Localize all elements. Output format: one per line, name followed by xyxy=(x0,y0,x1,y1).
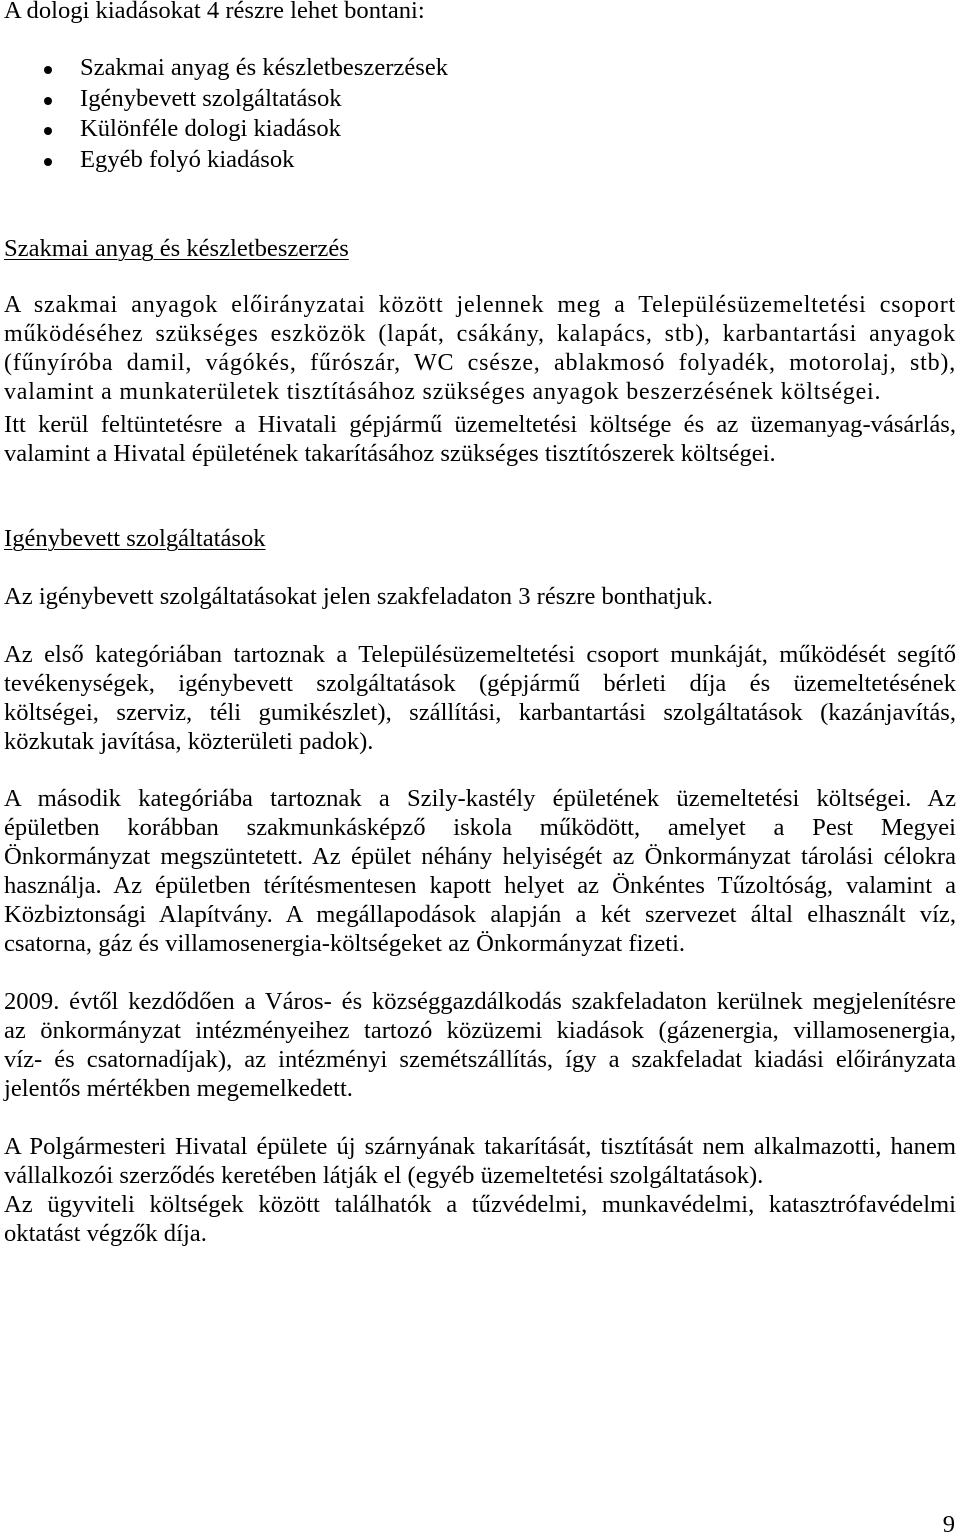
section-heading xyxy=(4,524,956,553)
bullet-item xyxy=(0,114,960,145)
paragraph-line: az önkormányzat intézményeihez tartozó közüzemi kiadások (gázenergia, villamosenergia, xyxy=(4,1017,956,1044)
paragraph xyxy=(4,784,956,958)
paragraph-line: Közbiztonsági Alapítvány. A megállapodások alapján a két szervezet által elhasznált víz, xyxy=(4,901,956,928)
paragraph-line: (fűnyíróba damil, vágókés, fűrószár, WC csésze, ablakmosó folyadék, motorolaj, stb), xyxy=(4,350,956,376)
bullet-list xyxy=(0,53,960,176)
paragraph-line: oktatást végzők díja. xyxy=(4,1220,207,1247)
paragraph-line: A Polgármesteri Hivatal épülete új szárnyának takarítását, tisztítását nem alkalmazotti, hanem xyxy=(4,1133,956,1160)
paragraph-line: Az első kategóriában tartoznak a Településüzemeltetési csoport munkáját, működését segítő xyxy=(4,641,956,668)
paragraph-line: víz- és csatornadíjak), az intézményi szemétszállítás, így a szakfeladat kiadási előirányzata xyxy=(4,1046,956,1073)
paragraph-line: Az ügyviteli költségek között találhatók a tűzvédelmi, munkavédelmi, katasztrófavédelmi xyxy=(4,1191,956,1218)
paragraph-line: tevékenységek, igénybevett szolgáltatások (gépjármű bérleti díja és üzemeltetésének xyxy=(4,670,956,697)
bullet-item xyxy=(0,145,960,176)
paragraph-line: közkutak javítása, közterületi padok). xyxy=(4,728,374,755)
paragraph-line: használja. Az épületben térítésmentesen kapott helyet az Önkéntes Tűzoltóság, valamint a xyxy=(4,872,956,899)
bullet-item-label: Különféle dologi kiadások xyxy=(80,115,341,143)
paragraph xyxy=(4,291,956,407)
bullet-dot-icon xyxy=(44,97,52,105)
bullet-dot-icon xyxy=(44,66,52,74)
paragraph xyxy=(4,640,956,756)
section-heading-text: Igénybevett szolgáltatások xyxy=(4,525,266,552)
paragraph-line: működéséhez szükséges eszközök (lapát, csákány, kalapács, stb), karbantartási anyagok xyxy=(4,321,956,347)
paragraph-line: költségei, szerviz, téli gumikészlet), szállítási, karbantartási szolgáltatások (kazánjavítás, xyxy=(4,699,956,726)
paragraph xyxy=(4,1190,956,1248)
bullet-item-label: Szakmai anyag és készletbeszerzések xyxy=(80,54,449,81)
paragraph-line: Önkormányzat megszüntetett. Az épület néhány helyiségét az Önkormányzat tárolási célokra xyxy=(4,843,956,870)
bullet-item-label: Egyéb folyó kiadások xyxy=(80,146,295,174)
paragraph xyxy=(4,582,956,611)
paragraph-line: épületben korábban szakmunkásképző iskola működött, amelyet a Pest Megyei xyxy=(4,814,956,841)
bullet-dot-icon xyxy=(44,158,52,166)
paragraph-line: jelentős mértékben megemelkedett. xyxy=(4,1075,353,1102)
paragraph-line: 2009. évtől kezdődően a Város- és községgazdálkodás szakfeladaton kerülnek megjelenítésre xyxy=(4,988,956,1015)
bullet-item xyxy=(0,53,960,84)
paragraph-line: A szakmai anyagok előirányzatai között jelennek meg a Településüzemeltetési csoport xyxy=(4,292,956,318)
page-number: 9 xyxy=(942,1511,955,1538)
paragraph-line: vállalkozói szerződés keretében látják el (egyéb üzemeltetési szolgáltatások). xyxy=(4,1162,764,1189)
paragraph-line: valamint a Hivatal épületének takarításához szükséges tisztítószerek költségei. xyxy=(4,440,776,467)
bullet-item-label: Igénybevett szolgáltatások xyxy=(80,84,342,112)
paragraph-line: csatorna, gáz és villamosenergia-költségeket az Önkormányzat fizeti. xyxy=(4,930,686,957)
paragraph-line: valamint a munkaterületek tisztításához szükséges anyagok beszerzésének költségei. xyxy=(4,379,882,405)
paragraph-line: Az igénybevett szolgáltatásokat jelen szakfeladaton 3 részre bonthatjuk. xyxy=(4,583,713,610)
paragraph xyxy=(4,987,956,1103)
paragraph-line: A második kategóriába tartoznak a Szily-kastély épületének üzemeltetési költségei. Az xyxy=(4,785,956,812)
bullet-dot-icon xyxy=(44,127,52,135)
paragraph-line: Itt kerül feltüntetésre a Hivatali gépjármű üzemeltetési költsége és az üzemanyag-vásárlás, xyxy=(4,411,956,438)
section-heading-text: Szakmai anyag és készletbeszerzés xyxy=(4,235,349,262)
paragraph xyxy=(4,1132,956,1190)
paragraph xyxy=(4,410,956,468)
bullet-item xyxy=(0,84,960,115)
intro-line: A dologi kiadásokat 4 részre lehet bontani: xyxy=(4,0,425,24)
section-heading xyxy=(4,234,956,263)
intro-text xyxy=(4,0,956,25)
